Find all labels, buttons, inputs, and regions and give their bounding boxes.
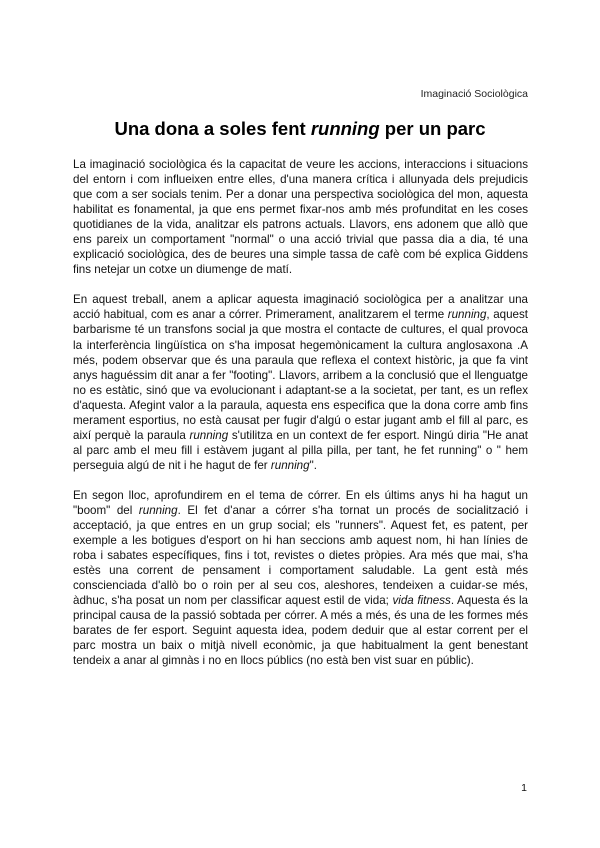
- paragraph-3-italic-b: vida fitness: [392, 594, 451, 608]
- paragraph-3-text-a: En segon lloc, aprofundirem en el tema de córrer. En els últims anys hi ha hagut un "boom" del: [73, 488, 528, 517]
- paragraph-2-text-c: s'utilitza en un context de fer esport. Ningú diria "He anat al parc amb el meu fill i estàvem jugant al pilla pilla, per tant, he fet running" o " hem perseguia algú de nit i he hagut de fer: [73, 428, 528, 472]
- running-header: Imaginació Sociològica: [420, 88, 528, 100]
- paragraph-1-text: La imaginació sociològica és la capacitat de veure les accions, interaccions i situacions del entorn i com influeixen entre elles, d'una manera crítica i allunyada dels prejudicis que com a ser socials tenim. Per a donar una perspectiva sociològica del mon, aquesta habilitat es fonamental, ja que ens permet fixar-nos amb més profunditat en les coses quotidianes de la vida, analitzar els patrons actuals. Llavors, ens adonem que allò que ens pareix un comportament "normal" o una acció trivial que passa dia a dia, té una explicació sociològica, des de beures una simple tassa de cafè com bé explica Giddens fins netejar un cotxe un diumenge de matí.: [73, 158, 528, 277]
- paragraph-3-text-c: . Aquesta és la principal causa de la passió sobtada per córrer. A més a més, és una de les formes més barates de fer esport. Seguint aquesta idea, podem deduir que al estar corrent per el parc mostra un baix o mitjà nivell econòmic, ja que habitualment la gent benestant tendeix a anar al gimnàs i no en llocs públics (no està ben vist suar en públic).: [73, 594, 529, 668]
- paragraph-2-text-a: En aquest treball, anem a aplicar aquesta imaginació sociològica per a analitzar una acció habitual, com es anar a córrer. Primerament, analitzarem el terme: [73, 293, 528, 322]
- page-number: 1: [521, 782, 527, 794]
- title-text-italic: running: [310, 118, 380, 139]
- paragraph-3-text-b: . El fet d'anar a córrer s'ha tornat un procés de socialització i acceptació, ja que entres en un grup social; els "runners". Aquest fet, es patent, per exemple a les botigues d'esport on hi han seccions amb aquest nom, hi han línies de roba i sabates específiques, fins i tot, revistes o dietes pròpies. Ara més que mai, s'ha estès una corrent de pensament i comportament saludable. La gent està més conscienciada d'allò bo o roin per al seu cos, aleshores, tendeixen a cuidar-se més, àdhuc, s'ha posat un nom per classificar aquest estil de vida;: [73, 503, 528, 608]
- paragraph-2-text-d: ".: [309, 458, 317, 472]
- paragraph-2-text-b: , aquest barbarisme té un transfons social ja que mostra el contacte de cultures, el qual provoca la interferència lingüística on s'ha imposat hegemònicament la cultura anglosaxona .A més, podem observar que és una paraula que reflexa el context històric, ja que fa vint anys haguéssim dit anar a fer "footing". Llavors, arribem a la conclusió que el llenguatge no es estàtic, sinó que va evolucionant i adaptant-se a la societat, per tant, es un reflex d'aquesta. Afegint valor a la paraula, aquesta ens especifica que la dona corre amb fins merament esportius, no està causat per fugir d'algú o estar jugant amb el fill al parc, es així perquè la paraula: [73, 308, 528, 442]
- paragraph-1: [73, 157, 528, 277]
- paragraph-2: [73, 292, 528, 473]
- title-text-before: Una dona a soles fent: [114, 118, 311, 139]
- paragraph-3-italic-a: running: [138, 503, 178, 517]
- paragraph-2-italic-c: running: [270, 458, 310, 472]
- title-text-after: per un parc: [379, 118, 486, 139]
- paragraph-3: [73, 488, 528, 669]
- document-body: [73, 157, 528, 684]
- document-title: [0, 118, 600, 140]
- paragraph-2-italic-b: running: [189, 428, 229, 442]
- paragraph-2-italic-a: running: [447, 308, 487, 322]
